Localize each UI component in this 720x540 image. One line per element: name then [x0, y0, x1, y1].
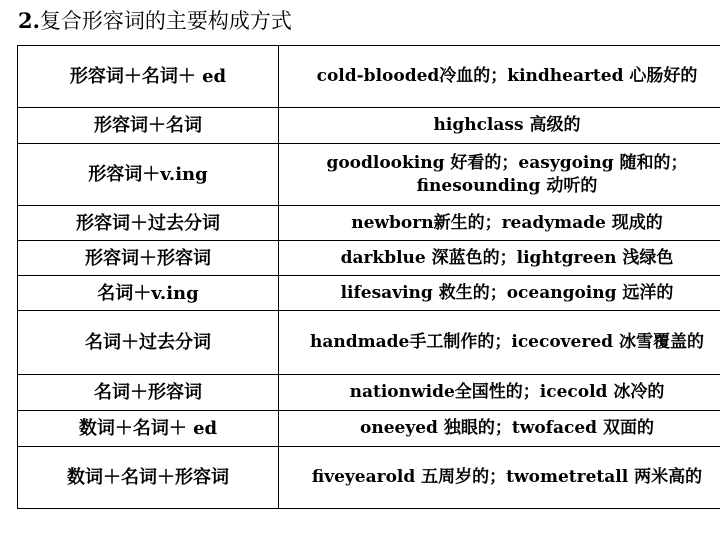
formation-cell: 名词＋v.ing — [18, 276, 279, 311]
table-row — [18, 411, 720, 447]
table-row — [18, 46, 720, 108]
formation-cell: 形容词＋名词 — [18, 108, 279, 144]
table-row — [18, 241, 720, 276]
formation-cell: 形容词＋过去分词 — [18, 206, 279, 241]
section-title: 复合形容词的主要构成方式 — [39, 9, 292, 33]
formation-cell: 名词＋形容词 — [18, 375, 279, 411]
formation-cell: 形容词＋v.ing — [18, 144, 279, 206]
example-cell: newborn新生的；readymade 现成的 — [279, 206, 720, 241]
example-cell: darkblue 深蓝色的；lightgreen 浅绿色 — [279, 241, 720, 276]
table-body — [18, 46, 720, 509]
example-cell: cold-blooded冷血的；kindhearted 心肠好的 — [279, 46, 720, 108]
example-cell: fiveyearold 五周岁的；twometretall 两米高的 — [279, 447, 720, 509]
table-row — [18, 375, 720, 411]
example-cell: nationwide全国性的；icecold 冰冷的 — [279, 375, 720, 411]
example-cell: goodlooking 好看的；easygoing 随和的；finesounding 动听的 — [279, 144, 720, 206]
table-row — [18, 206, 720, 241]
table-row — [18, 144, 720, 206]
section-heading — [18, 6, 292, 36]
example-cell: handmade手工制作的；icecovered 冰雪覆盖的 — [279, 311, 720, 375]
table-row — [18, 311, 720, 375]
example-cell: lifesaving 救生的；oceangoing 远洋的 — [279, 276, 720, 311]
table-row — [18, 447, 720, 509]
formation-cell: 名词＋过去分词 — [18, 311, 279, 375]
compound-adjective-table — [17, 45, 720, 509]
formation-cell: 数词＋名词＋形容词 — [18, 447, 279, 509]
formation-cell: 数词＋名词＋ ed — [18, 411, 279, 447]
formation-cell: 形容词＋形容词 — [18, 241, 279, 276]
table-row — [18, 108, 720, 144]
table-row — [18, 276, 720, 311]
example-cell: oneeyed 独眼的；twofaced 双面的 — [279, 411, 720, 447]
section-number: 2. — [18, 8, 40, 33]
example-cell: highclass 高级的 — [279, 108, 720, 144]
formation-cell: 形容词＋名词＋ ed — [18, 46, 279, 108]
